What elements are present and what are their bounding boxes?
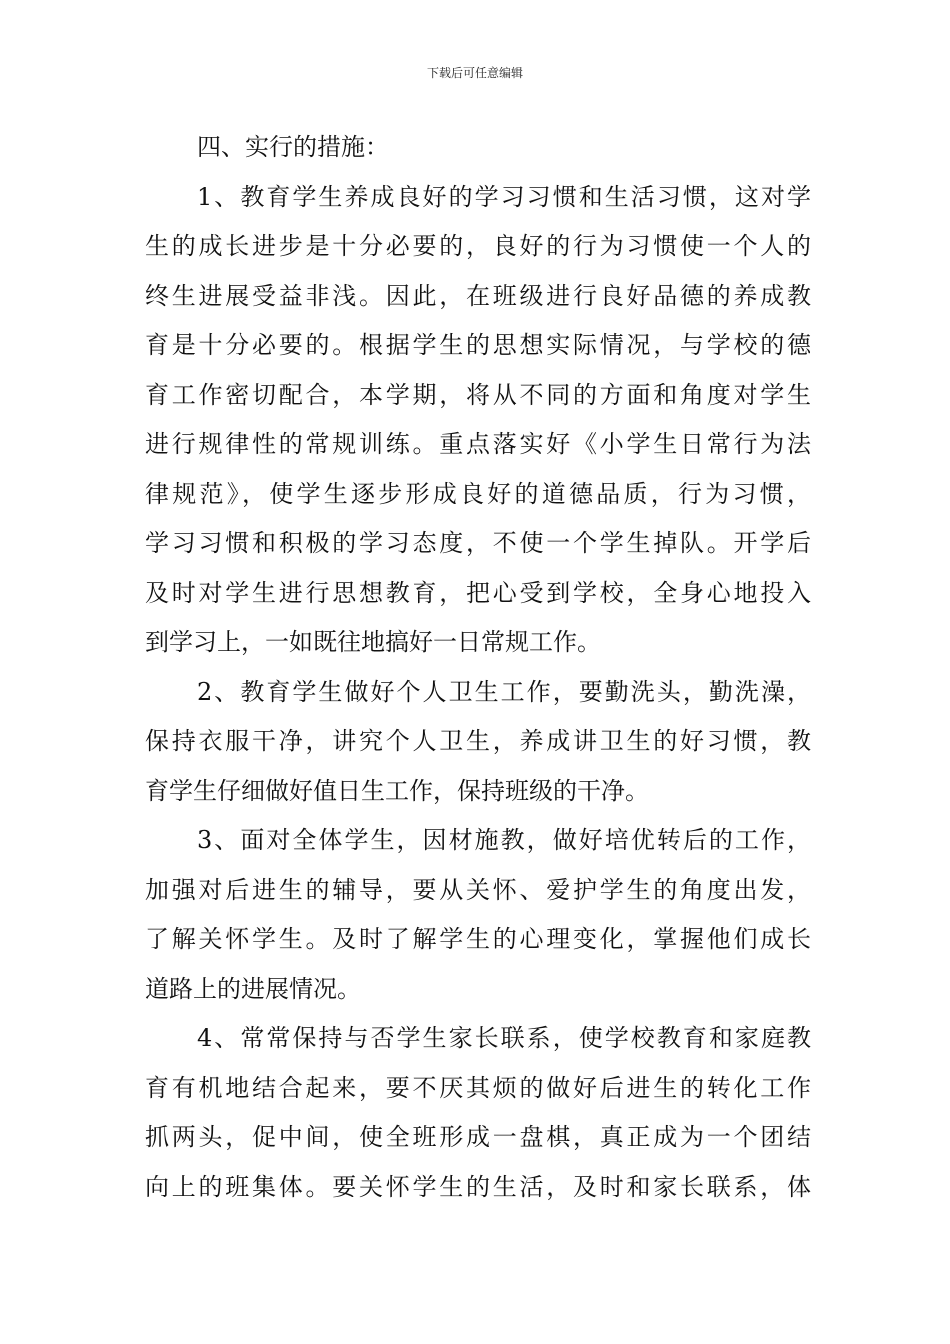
text-line: 育有机地结合起来，要不厌其烦的做好后进生的转化工作 [145,1073,811,1102]
text-line: 道路上的进展情况。 [145,974,361,1003]
text-line: 到学习上，一如既往地搞好一日常规工作。 [145,628,601,656]
text-line: 保持衣服干净，讲究个人卫生，养成讲卫生的好习惯，教 [145,727,811,755]
text-line: 抓两头，促中间，使全班形成一盘棋，真正成为一个团结 [145,1123,811,1151]
text-line: 终生进展受益非浅。因此，在班级进行良好品德的养成教 [145,281,811,310]
text-line: 育是十分必要的。根据学生的思想实际情况，与学校的德 [145,331,811,359]
text-line: 2、教育学生做好个人卫生工作，要勤洗头，勤洗澡， [197,677,811,706]
text-line: 律规范》，使学生逐步形成良好的道德品质，行为习惯， [145,479,811,508]
text-line: 生的成长进步是十分必要的，良好的行为习惯使一个人的 [145,232,811,260]
text-line: 向上的班集体。要关怀学生的生活，及时和家长联系，体 [145,1172,811,1201]
text-line: 育学生仔细做好值日生工作，保持班级的干净。 [145,776,649,805]
text-line: 了解关怀学生。及时了解学生的心理变化，掌握他们成长 [145,925,811,953]
text-line: 及时对学生进行思想教育，把心受到学校，全身心地投入 [145,578,811,607]
text-line: 4、常常保持与否学生家长联系，使学校教育和家庭教 [197,1024,811,1052]
header-note: 下载后可任意编辑 [426,66,523,80]
document-body [145,123,811,1212]
text-line: 加强对后进生的辅导，要从关怀、爱护学生的角度出发， [145,875,811,904]
text-line: 1、教育学生养成良好的学习习惯和生活习惯，这对学 [197,182,811,211]
text-line: 育工作密切配合，本学期，将从不同的方面和角度对学生 [145,380,811,409]
text-line: 3、面对全体学生，因材施教，做好培优转后的工作， [197,826,811,854]
text-line: 进行规律性的常规训练。重点落实好《小学生日常行为法 [145,430,811,458]
text-line: 学习习惯和积极的学习态度，不使一个学生掉队。开学后 [145,529,811,557]
text-line: 四、实行的措施： [197,133,389,161]
